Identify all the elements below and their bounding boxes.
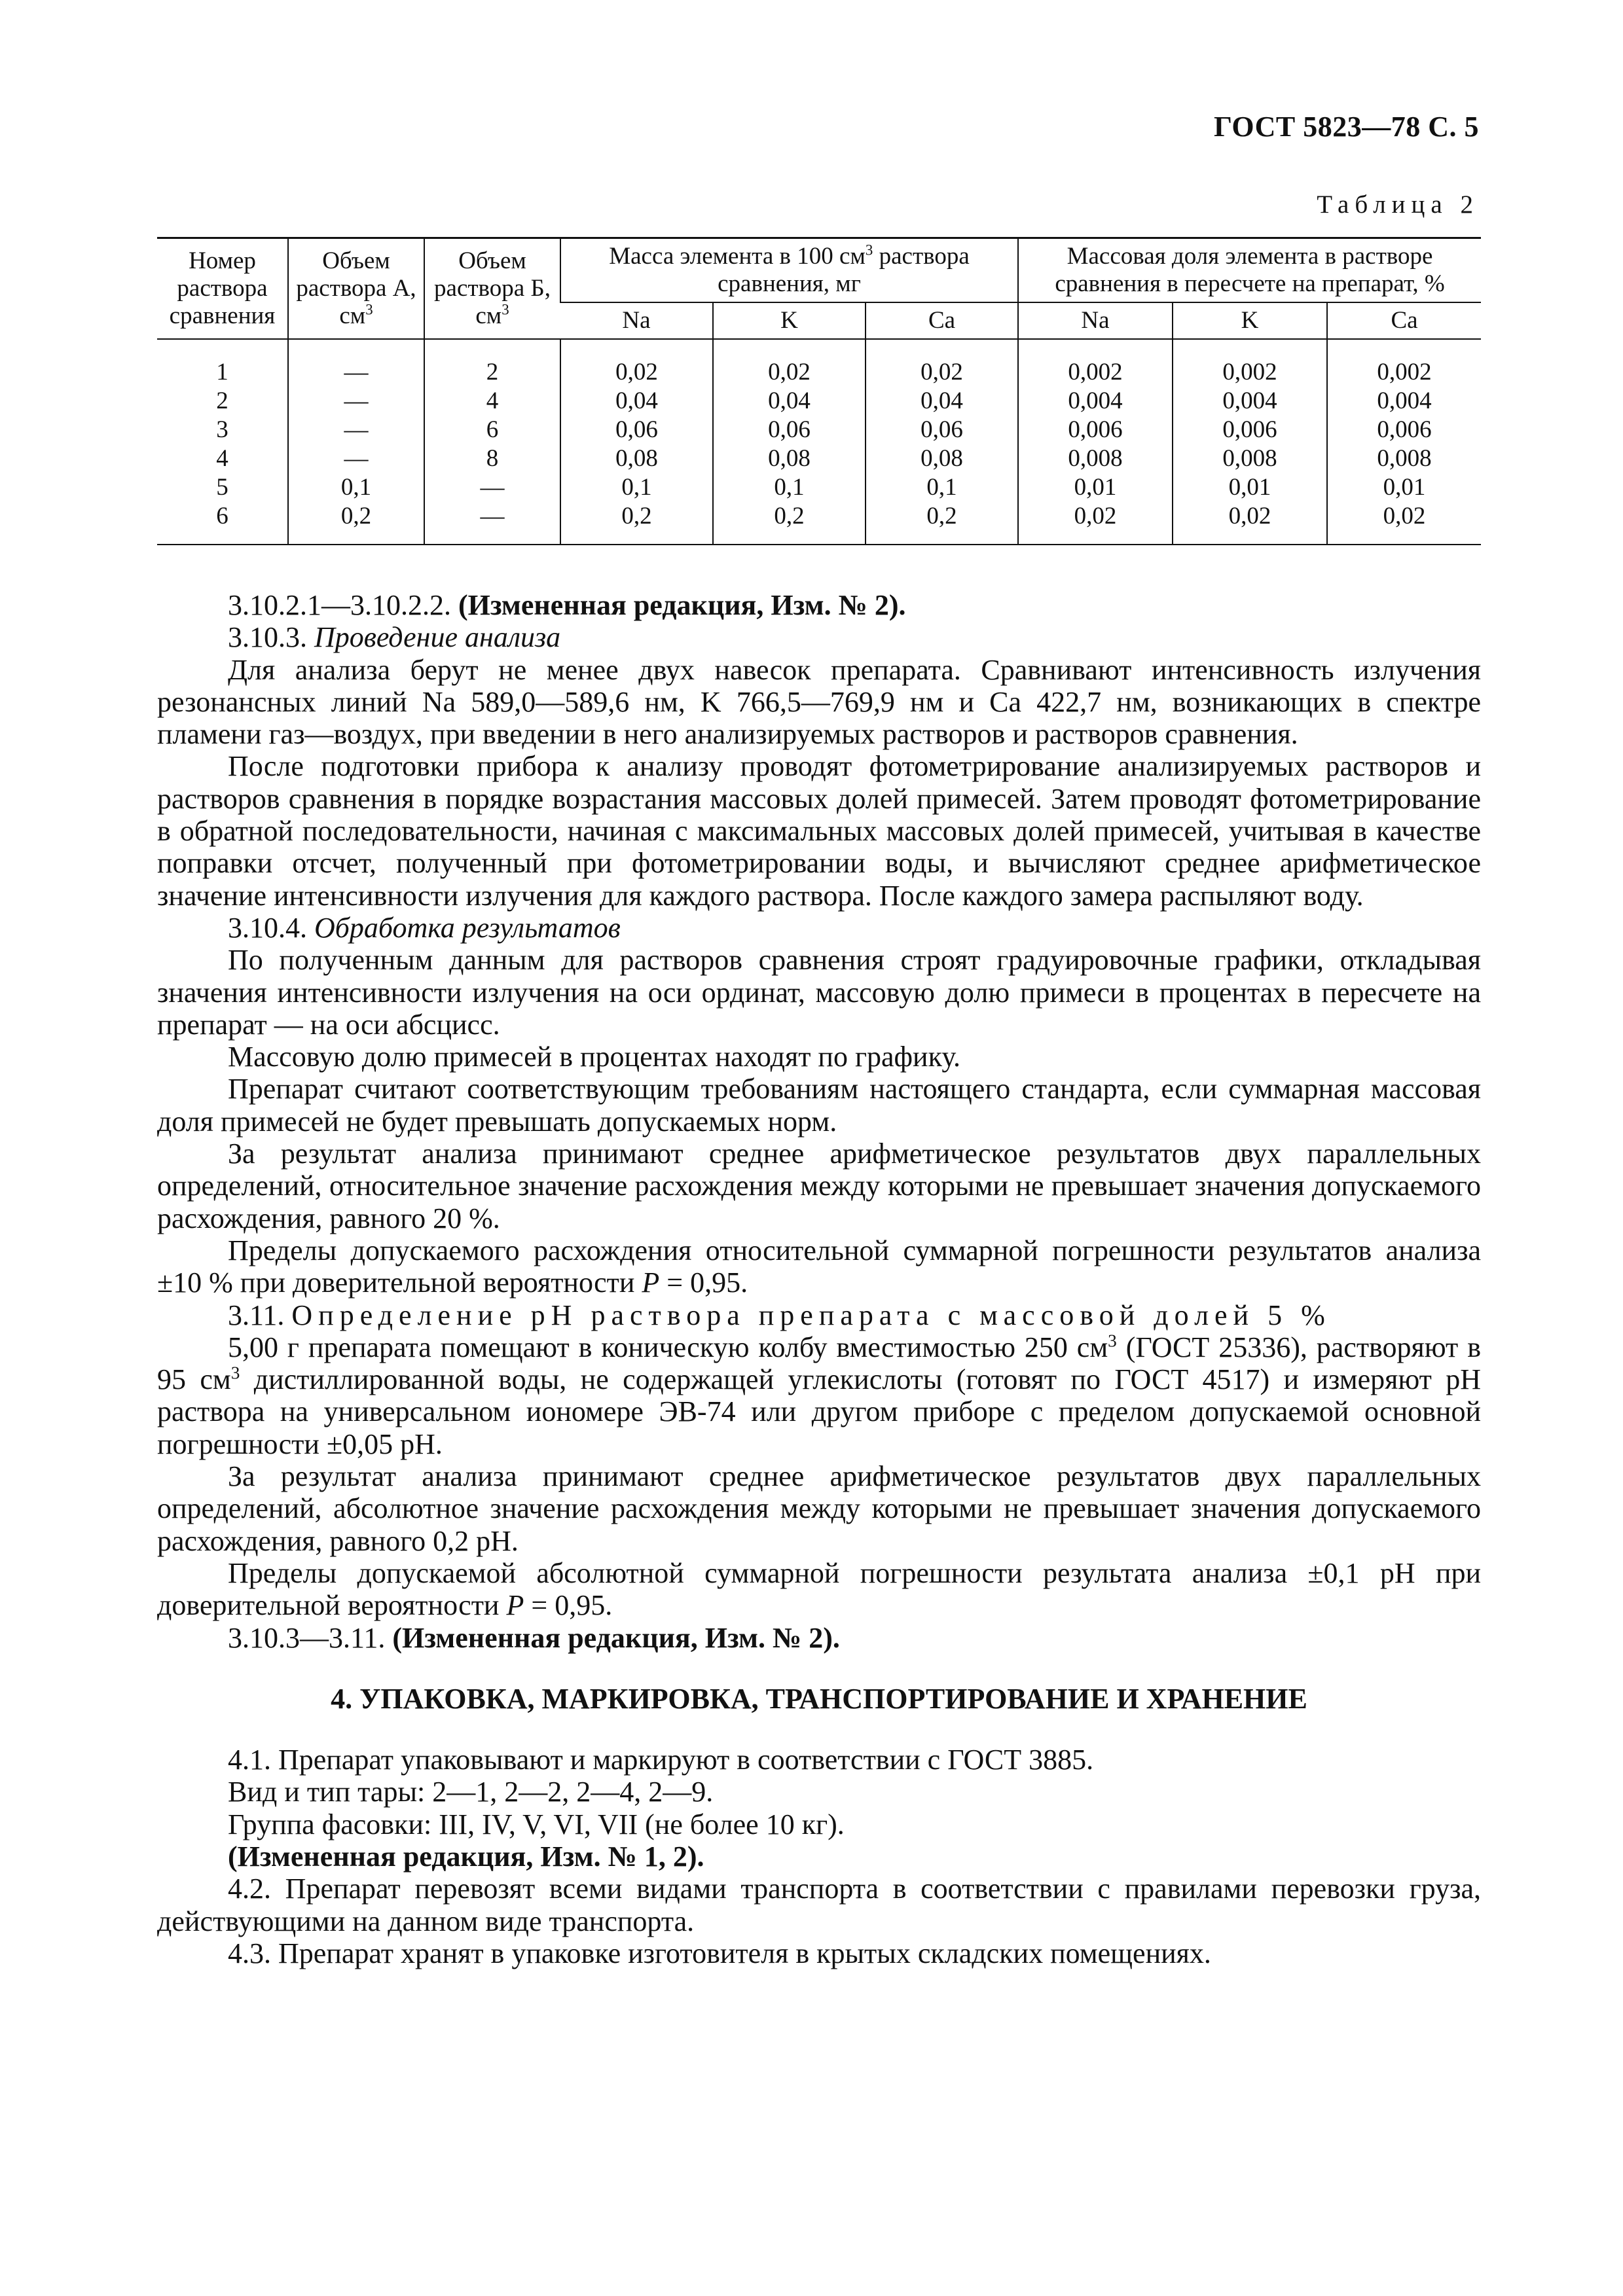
table-cell: 0,008 [1018,444,1173,473]
body-text [157,589,1481,1969]
table-cell: 0,04 [713,387,866,416]
table-cell: 0,002 [1018,339,1173,387]
table-cell: 0,02 [1327,502,1481,545]
table-cell: 0,02 [866,339,1018,387]
table-cell: 0,008 [1173,444,1327,473]
table-cell: 0,2 [713,502,866,545]
table-cell: 0,006 [1173,416,1327,444]
table-cell: — [288,387,424,416]
table-row [157,444,1481,473]
table-cell: 0,01 [1327,473,1481,502]
paragraph: (Измененная редакция, Изм. № 1, 2). [228,1840,704,1873]
table-cell: — [288,444,424,473]
table-cell: 2 [216,387,228,414]
table-cell: 8 [424,444,560,473]
table-cell: 0,06 [713,416,866,444]
table-cell: 6 [216,503,228,529]
table-cell: 0,1 [713,473,866,502]
table-cell: 0,2 [560,502,713,545]
table-cell: 6 [424,416,560,444]
table-cell: — [288,339,424,387]
col-header-fraction-group: Массовая доля элемента в растворе сравнения в пересчете на препарат, % [1018,238,1481,303]
table-cell: 0,002 [1327,339,1481,387]
table-cell: 0,006 [1018,416,1173,444]
table-row [157,416,1481,444]
table-cell: 0,1 [560,473,713,502]
col-header-number: Номер раствора сравнения [157,238,288,340]
table-cell: 0,08 [713,444,866,473]
table-cell: 0,2 [288,502,424,545]
table-cell: 5 [216,474,228,501]
table-cell: 4 [424,387,560,416]
sub-header: Na [1018,302,1173,339]
table-cell: 0,02 [1173,502,1327,545]
section-title: 4. УПАКОВКА, МАРКИРОВКА, ТРАНСПОРТИРОВАНИЕ И ХРАНЕНИЕ [331,1682,1307,1715]
table-cell: 0,04 [560,387,713,416]
table-cell: 0,008 [1327,444,1481,473]
data-table [157,237,1481,545]
table-cell: 0,2 [866,502,1018,545]
table-cell: 0,06 [866,416,1018,444]
table-row [157,502,1481,545]
paragraph: После подготовки прибора к анализу проводят фотометрирование анализируемых растворов и растворов сравнения в порядке возрастания массовых долей примесей. Затем проводят фотометрирование в обратной последовательности, начиная с максимальных массовых долей примесей, учитывая в качестве поправки отсчет, полученный при фотометрировании воды, и вычисляют среднее арифметическое значение интенсивности излучения для каждого раствора. После каждого замера распыляют воду. [157,750,1481,912]
col-header-vol-b: Объем раствора Б, $см^3$ [424,238,560,340]
sub-header: Ca [866,302,1018,339]
subsection-heading: 3.10.3. Проведение анализа [228,621,561,654]
paragraph: Пределы допускаемой абсолютной суммарной погрешности результата анализа ±0,1 pH при доверительной вероятности Р = 0,95. [157,1556,1481,1622]
paragraph: За результат анализа принимают среднее арифметическое результатов двух параллельных определений, абсолютное значение расхождения между которыми не превышает значения допускаемого расхождения, равного 0,2 pH. [157,1460,1481,1557]
table-cell: 3 [216,416,228,443]
table-cell: 0,02 [560,339,713,387]
table-cell: 1 [216,359,228,386]
table-body [157,339,1481,545]
paragraph: 3.10.2.1—3.10.2.2. (Измененная редакция, Изм. № 2). [228,589,906,621]
paragraph: За результат анализа принимают среднее арифметическое результатов двух параллельных определений, относительное значение расхождения между которыми не превышает значения допускаемого расхождения, равного 20 %. [157,1138,1481,1234]
sub-header: K [1173,302,1327,339]
table-cell: 0,1 [866,473,1018,502]
paragraph: 3.10.3—3.11. (Измененная редакция, Изм. № 2). [228,1621,840,1654]
table-cell: 0,08 [560,444,713,473]
paragraph: Массовую долю примесей в процентах находят по графику. [228,1041,960,1073]
table-cell: 0,004 [1173,387,1327,416]
col-header-mass-group: Масса элемента в 100 $см^3$ раствора сравнения, мг [560,238,1018,303]
paragraph: Вид и тип тары: 2—1, 2—2, 2—4, 2—9. [228,1776,714,1808]
table-cell: 4 [216,445,228,472]
table-cell: 0,004 [1018,387,1173,416]
paragraph: 5,00 г препарата помещают в коническую колбу вместимостью 250 $см^3$ (ГОСТ 25336), растворяют в 95 $см^3$ дистиллированной воды, не содержащей углекислоты (готовят по ГОСТ 4517) и измеряют pH раствора на универсальном иономере ЭВ-74 или другом приборе с пределом допускаемой основной погрешности ±0,05 pH. [157,1331,1482,1460]
table-row [157,339,1481,387]
table-row [157,387,1481,416]
sub-header: Na [560,302,713,339]
table-cell: 0,04 [866,387,1018,416]
table-cell: 0,06 [560,416,713,444]
paragraph: По полученным данным для растворов сравнения строят градуировочные графики, откладывая значения интенсивности излучения на оси ординат, массовую долю примеси в процентах в пересчете на препарат — на оси абсцисс. [157,944,1481,1041]
paragraph: 4.1. Препарат упаковывают и маркируют в соответствии с ГОСТ 3885. [228,1744,1094,1776]
paragraph: 4.2. Препарат перевозят всеми видами транспорта в соответствии с правилами перевозки груза, действующими на данном виде транспорта. [157,1873,1481,1937]
sub-header: Ca [1327,302,1481,339]
paragraph: Группа фасовки: III, IV, V, VI, VII (не более 10 кг). [228,1808,845,1840]
table-cell: 0,006 [1327,416,1481,444]
paragraph: Для анализа берут не менее двух навесок препарата. Сравнивают интенсивность излучения резонансных линий Na 589,0—589,6 нм, K 766,5—769,9 нм и Ca 422,7 нм, возникающих в спектре пламени газ—воздух, при введении в него анализируемых растворов и растворов сравнения. [157,653,1481,751]
table-cell: 0,02 [713,339,866,387]
table-row [157,473,1481,502]
table-caption: Таблица 2 [1317,190,1479,219]
table-cell: — [424,502,560,545]
paragraph: Препарат считают соответствующим требованиям настоящего стандарта, если суммарная массовая доля примесей не будет превышать допускаемых норм. [157,1073,1481,1138]
table-cell: — [288,416,424,444]
table-cell: 2 [424,339,560,387]
table-cell: — [424,473,560,502]
table-cell: 0,01 [1018,473,1173,502]
sub-header: K [713,302,866,339]
table-cell: 0,004 [1327,387,1481,416]
subsection-heading: 3.10.4. Обработка результатов [228,911,621,944]
table-cell: 0,1 [288,473,424,502]
paragraph: 4.3. Препарат хранят в упаковке изготовителя в крытых складских помещениях. [228,1937,1211,1969]
table-cell: 0,002 [1173,339,1327,387]
page-header: ГОСТ 5823—78 С. 5 [1213,111,1479,143]
table-cell: 0,02 [1018,502,1173,545]
table-cell: 0,08 [866,444,1018,473]
paragraph: Пределы допускаемого расхождения относительной суммарной погрешности результатов анализа ±10 % при доверительной вероятности Р = 0,95. [157,1234,1481,1299]
col-header-vol-a: Объем раствора А, $см^3$ [288,238,424,340]
table-cell: 0,01 [1173,473,1327,502]
subsection-heading: 3.11. Определение pH раствора препарата с массовой долей 5 % [228,1299,1331,1331]
